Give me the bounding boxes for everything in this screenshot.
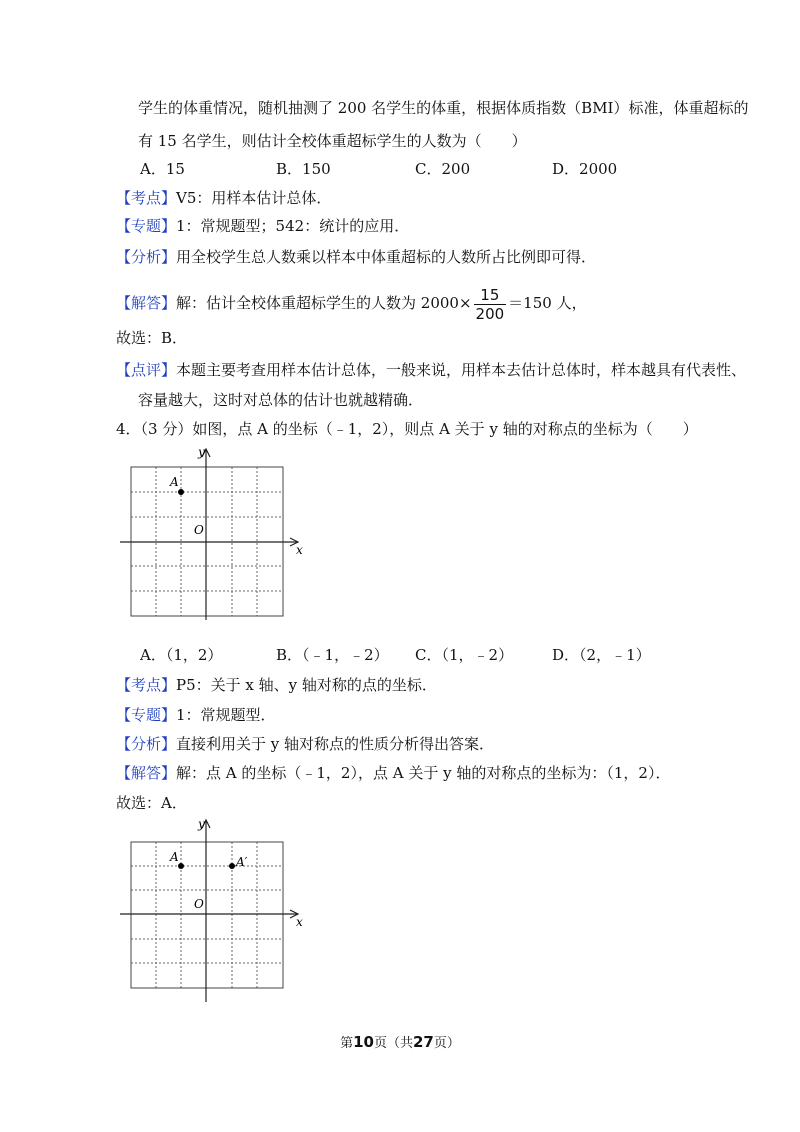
q3-option-d: D．2000 [552,160,618,178]
a4-figure-coordinate-grid [118,816,310,1004]
jieda-text-pre: 解：估计全校体重超标学生的人数为 2000× [176,294,472,312]
q4-kaodian [116,675,437,695]
grid-lines [131,842,283,988]
q3-dianping-line1 [116,360,746,380]
q3-jieda [116,283,587,323]
q4-stem: 4．（3 分）如图，点 A 的坐标（﹣1，2），则点 A 关于 y 轴的对称点的坐标为（ ） [116,420,698,438]
point-a-label: A [170,475,179,489]
q4-option-b: B．（﹣1，﹣2） [276,646,389,664]
point-a-label: A [170,850,179,864]
q3-stem-line1: 学生的体重情况，随机抽测了 200 名学生的体重，根据体质指数（BMI）标准，体重超标的 [138,99,749,117]
dianping-text1: 本题主要考查用样本估计总体，一般来说，用样本去估计总体时，样本越具有代表性、 [176,361,747,379]
zhuanti-tag: 【专题】 [116,706,177,724]
q4-option-c: C．（1，﹣2） [415,646,514,664]
jieda-tag: 【解答】 [116,294,177,312]
kaodian-text: V5：用样本估计总体． [176,189,332,207]
q3-dianping-line2: 容量越大，这时对总体的估计也就越精确． [138,391,424,409]
point-a [178,863,184,869]
point-a-prime [229,863,235,869]
origin-label: O [194,897,204,911]
footer-page-number: 10 [353,1033,374,1051]
q3-zhuanti [116,216,409,236]
q3-stem-line2: 有 15 名学生，则估计全校体重超标学生的人数为（ ） [138,132,527,150]
q3-fenxi [116,247,596,267]
q3-option-a: A．15 [140,160,185,178]
y-axis-label: y [198,445,205,459]
q4-fenxi [116,734,494,754]
jieda-text: 解：点 A 的坐标（﹣1，2），点 A 关于 y 轴的对称点的坐标为：（1，2）． [176,764,671,782]
page-footer [0,1032,800,1051]
q4-figure-coordinate-grid [118,444,310,620]
point-a [178,489,184,495]
fraction [474,286,507,323]
x-axis-label: x [296,543,303,557]
dianping-tag: 【点评】 [116,361,177,379]
zhuanti-tag: 【专题】 [116,217,177,235]
q4-zhuanti [116,705,276,725]
q4-jieda [116,763,670,783]
q4-guxuan: 故选：A． [116,794,187,812]
y-axis-label: y [198,817,205,831]
point-a-prime-label: A′ [236,855,248,869]
fenxi-tag: 【分析】 [116,248,177,266]
q3-option-c: C．200 [415,160,471,178]
zhuanti-text: 1：常规题型；542：统计的应用． [176,217,410,235]
jieda-tag: 【解答】 [116,764,177,782]
fraction-numerator: 15 [474,286,507,305]
q4-option-a: A．（1，2） [140,646,223,664]
q3-guxuan: 故选：B． [116,329,188,347]
footer-pre: 第 [340,1036,354,1051]
kaodian-text: P5：关于 x 轴、y 轴对称的点的坐标． [176,676,437,694]
origin-label: O [194,523,204,537]
fenxi-tag: 【分析】 [116,735,177,753]
footer-post: 页） [433,1036,460,1051]
fenxi-text: 直接利用关于 y 轴对称点的性质分析得出答案． [176,735,495,753]
footer-mid: 页（共 [373,1036,413,1051]
q3-option-b: B．150 [276,160,331,178]
x-axis-label: x [296,915,303,929]
jieda-text-post: ＝150 人， [508,294,587,312]
footer-total-pages: 27 [413,1033,434,1051]
grid-border [131,842,283,988]
kaodian-tag: 【考点】 [116,676,177,694]
zhuanti-text: 1：常规题型． [176,706,276,724]
q4-option-d: D．（2，﹣1） [552,646,651,664]
q3-kaodian [116,188,331,208]
kaodian-tag: 【考点】 [116,189,177,207]
fraction-denominator: 200 [475,304,505,323]
fenxi-text: 用全校学生总人数乘以样本中体重超标的人数所占比例即可得． [176,248,597,266]
